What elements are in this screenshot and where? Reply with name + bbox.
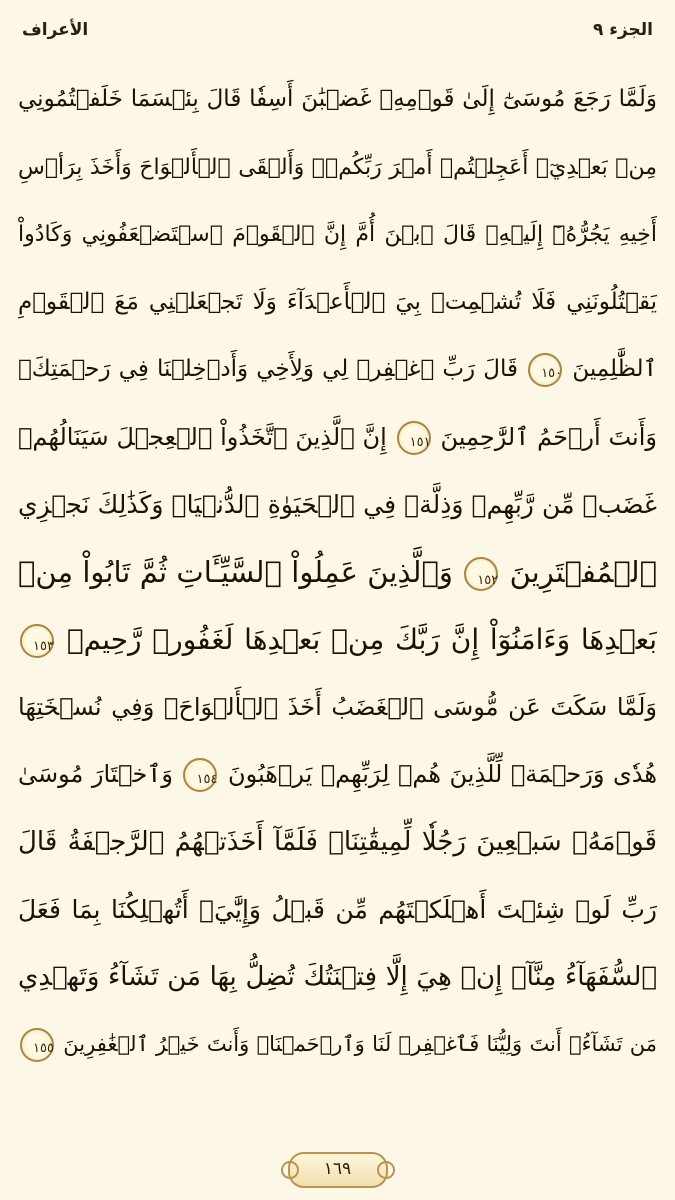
verse-text: هُدٗى وَرَحۡمَةٞ لِّلَّذِينَ هُمۡ لِرَبِّهِمۡ يَرۡهَبُونَ: [228, 760, 657, 788]
text-line: [18, 471, 657, 539]
page-header: [18, 14, 657, 54]
verse-text: وَأَنتَ أَرۡحَمُ ٱلرَّٰحِمِينَ: [440, 422, 657, 451]
text-line: [18, 269, 657, 337]
ayah-number-marker: [20, 1028, 54, 1062]
text-line: [18, 674, 657, 742]
verse-text: وَٱخۡتَارَ مُوسَىٰ: [18, 760, 173, 788]
ayah-number: ١٥١: [409, 434, 431, 450]
verse-text: قَوۡمَهُۥ سَبۡعِينَ رَجُلٗا لِّمِيقَٰتِنَاۖ فَلَمَّآ أَخَذَتۡهُمُ ٱلرَّجۡفَةُ قَالَ: [18, 826, 657, 857]
juz-label: الجزء ٩: [592, 20, 653, 40]
verse-text: ٱلۡمُفۡتَرِينَ: [509, 554, 657, 589]
ayah-number: ١٥٤: [196, 772, 218, 787]
text-line: [18, 741, 657, 809]
text-line: [18, 539, 657, 607]
verse-text: ٱلظَّٰلِمِينَ: [572, 356, 657, 382]
quran-text-body: [18, 66, 657, 1079]
verse-text: بَعۡدِهَا وَءَامَنُوٓاْ إِنَّ رَبَّكَ مِنۢ بَعۡدِهَا لَغَفُورٞ رَّحِيمٞ: [66, 623, 657, 656]
surah-name: الأعراف: [22, 20, 89, 40]
ayah-number-marker: [20, 624, 54, 658]
verse-text: وَلَمَّا سَكَتَ عَن مُّوسَى ٱلۡغَضَبُ أَخَذَ ٱلۡأَلۡوَاحَۖ وَفِي نُسۡخَتِهَا: [18, 692, 657, 721]
text-line: [18, 1011, 657, 1079]
ayah-number: ١٥٣: [33, 639, 54, 654]
text-line: [18, 134, 657, 202]
verse-text: مِنۢ بَعۡدِيٓۖ أَعَجِلۡتُمۡ أَمۡرَ رَبِّكُمۡۖ وَأَلۡقَى ٱلۡأَلۡوَاحَ وَأَخَذَ بِرَأۡسِ: [18, 154, 657, 180]
ayah-number-marker: [397, 421, 431, 455]
ayah-number: ١٥٢: [477, 572, 499, 588]
ayah-number: ١٥٥: [33, 1041, 54, 1056]
verse-text: يَقۡتُلُونَنِي فَلَا تُشۡمِتۡ بِيَ ٱلۡأَعۡدَآءَ وَلَا تَجۡعَلۡنِي مَعَ ٱلۡقَوۡمِ: [18, 288, 657, 315]
ayah-number: ١٥٠: [541, 365, 563, 381]
text-line: [18, 606, 657, 674]
verse-text: رَبِّ لَوۡ شِئۡتَ أَهۡلَكۡتَهُم مِّن قَبۡلُ وَإِيَّٰيَۖ أَتُهۡلِكُنَا بِمَا فَعَلَ: [18, 895, 657, 924]
text-line: [18, 944, 657, 1012]
ayah-number-marker: [464, 557, 498, 591]
text-line: [18, 809, 657, 877]
verse-text: وَٱلَّذِينَ عَمِلُواْ ٱلسَّيِّـَٔاتِ ثُمَّ تَابُواْ مِنۢ: [18, 554, 453, 589]
ayah-number-marker: [528, 353, 562, 387]
verse-text: قَالَ رَبِّ ٱغۡفِرۡ لِي وَلِأَخِي وَأَدۡخِلۡنَا فِي رَحۡمَتِكَۖ: [18, 356, 518, 382]
badge-ornament-left: [281, 1161, 299, 1179]
text-line: [18, 404, 657, 472]
verse-text: أَخِيهِ يَجُرُّهُۥٓ إِلَيۡهِۚ قَالَ ٱبۡنَ أُمَّ إِنَّ ٱلۡقَوۡمَ ٱسۡتَضۡعَفُونِي وَكَادُواْ: [18, 222, 657, 247]
text-line: [18, 336, 657, 404]
verse-text: وَلَمَّا رَجَعَ مُوسَىٰٓ إِلَىٰ قَوۡمِهِۦ غَضۡبَٰنَ أَسِفٗا قَالَ بِئۡسَمَا خَلَفۡتُمُونِي: [18, 86, 657, 112]
text-line: [18, 201, 657, 269]
ayah-number-marker: [183, 758, 217, 792]
text-line: [18, 66, 657, 134]
verse-text: غَضَبٞ مِّن رَّبِّهِمۡ وَذِلَّةٞ فِي ٱلۡحَيَوٰةِ ٱلدُّنۡيَاۚ وَكَذَٰلِكَ نَجۡزِي: [18, 490, 657, 519]
verse-text: إِنَّ ٱلَّذِينَ ٱتَّخَذُواْ ٱلۡعِجۡلَ سَيَنَالُهُمۡ: [18, 422, 387, 451]
text-line: [18, 876, 657, 944]
verse-text: ٱلسُّفَهَآءُ مِنَّآۖ إِنۡ هِيَ إِلَّا فِتۡنَتُكَ تُضِلُّ بِهَا مَن تَشَآءُ وَتَهۡدِي: [18, 961, 657, 992]
page-number: ١٦٩: [323, 1159, 352, 1179]
verse-text: مَن تَشَآءُۖ أَنتَ وَلِيُّنَا فَٱغۡفِرۡ لَنَا وَٱرۡحَمۡنَاۖ وَأَنتَ خَيۡرُ ٱلۡغَٰفِرِينَ: [63, 1032, 657, 1056]
badge-ornament-right: [377, 1161, 395, 1179]
page-number-badge: [288, 1152, 388, 1188]
